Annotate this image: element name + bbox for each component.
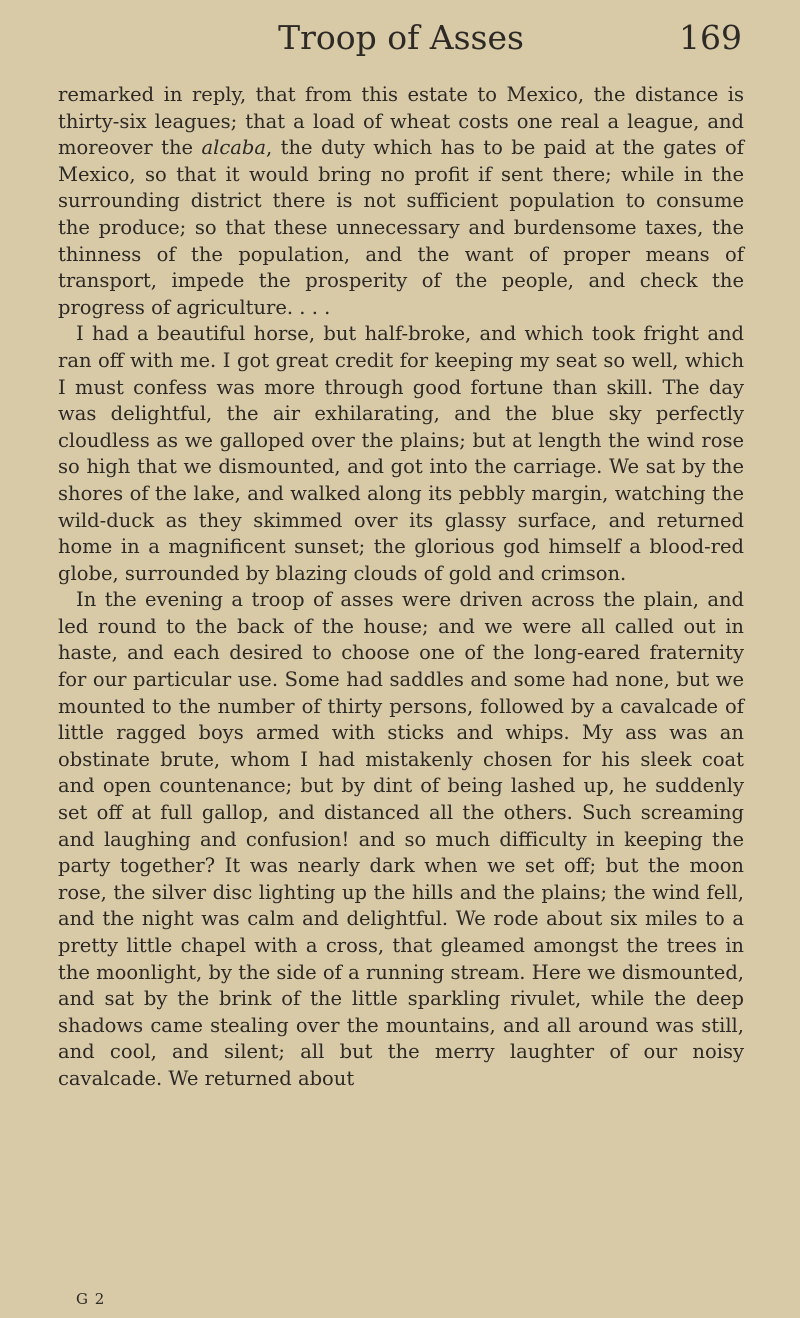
paragraph-troop-of-asses: In the evening a troop of asses were driven across the plain, and led round to the back of the house; and we were all called out in haste, and each desired to choose one of the long-eared fraternity for our particular use. Some had saddles and some had none, but we mounted to the number of thirty persons, followed by a cavalcade of little ragged boys armed with sticks and whips. My ass was an obstinate brute, whom I had mistakenly chosen for his sleek coat and open countenance; but by dint of being lashed up, he suddenly set off at full gallop, and distanced all the others. Such screaming and laughing and confusion! and so much difficulty in keeping the party together? It was nearly dark when we set off; but the moon rose, the silver disc lighting up the hills and the plains; the wind fell, and the night was calm and delightful. We rode about six miles to a pretty little chapel with a cross, that gleamed amongst the trees in the moonlight, by the side of a running stream. Here we dismounted, and sat by the brink of the little sparkling rivulet, while the deep shadows came stealing over the mountains, and all around was still, and cool, and silent; all but the merry laughter of our noisy cavalcade. We returned about [58, 588, 744, 1090]
paragraph-horse-ride: I had a beautiful horse, but half-broke, and which took fright and ran off with me. I got great credit for keeping my seat so well, which I must confess was more through good fortune than skill. The day was delightful, the air exhilarating, and the blue sky perfectly cloudless as we galloped over the plains; but at length the wind rose so high that we dismounted, and got into the carriage. We sat by the shores of the lake, and walked along its pebbly margin, watching the wild-duck as they skimmed over its glassy surface, and returned home in a magnificent sunset; the glorious god himself a blood-red globe, surrounded by blazing clouds of gold and crimson. [58, 322, 744, 585]
italic-term: alcaba [201, 136, 266, 160]
running-head [58, 18, 744, 82]
paragraph-text: , the duty which has to be paid at the gates of Mexico, so that it would bring no profit if sent there; while in the surrounding district there is not sufficient population to consume the produce; so that these unnecessary and burdensome taxes, the thinness of the population, and the want of proper means of transport, impede the prosperity of the people, and check the progress of agriculture. . . . [58, 136, 744, 319]
paragraph-text: remarked in reply, that from this estate to Mexico, the distance is thirty-six leagues; that a load of wheat costs one real a league, and moreover the [58, 83, 744, 160]
running-title: Troop of Asses [278, 18, 524, 57]
paragraph-continued [58, 82, 744, 321]
page-number: 169 [679, 18, 742, 57]
signature-mark: G 2 [76, 1290, 106, 1308]
body-text [58, 82, 744, 1093]
